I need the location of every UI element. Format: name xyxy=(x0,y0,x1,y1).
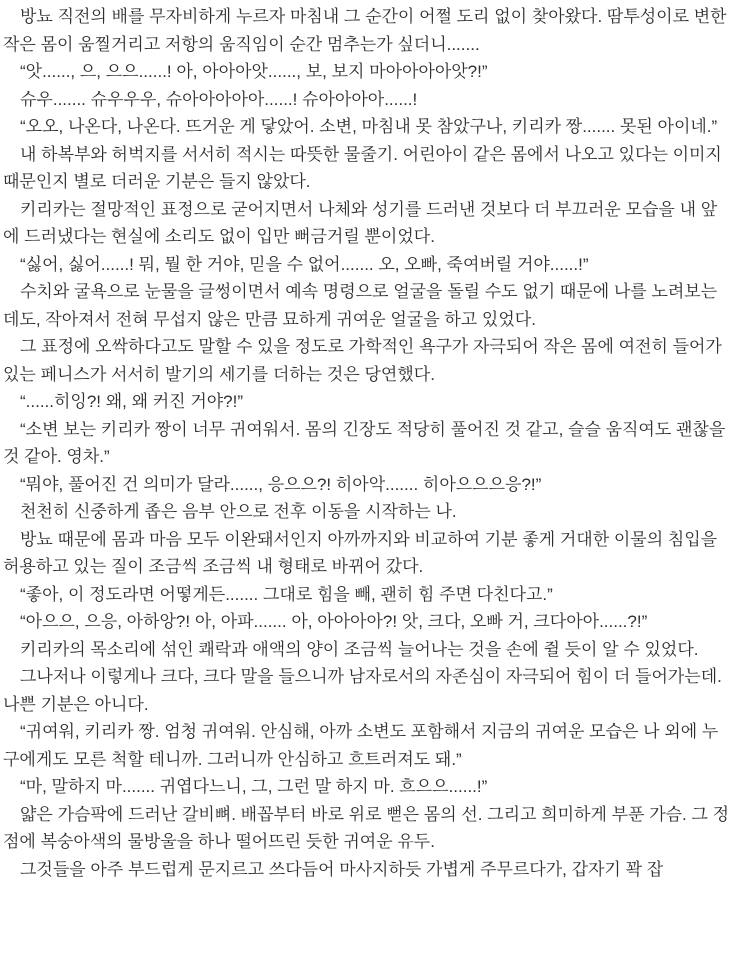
paragraph: 천천히 신중하게 좁은 음부 안으로 전후 이동을 시작하는 나. xyxy=(20,502,457,521)
paragraph: 수치와 굴욕으로 눈물을 글썽이면서 예속 명령으로 얼굴을 돌릴 수도 없기 때문에 나를 노려보는데도, 작아져서 전혀 무섭지 않은 만큼 묘하게 귀여운 얼굴을 하고 있었다. xyxy=(3,282,718,329)
paragraph: “......히잉?! 왜, 왜 커진 거야?!” xyxy=(20,392,244,411)
paragraph: “소변 보는 키리카 짱이 너무 귀여워서. 몸의 긴장도 적당히 풀어진 것 같고, 슬슬 움직여도 괜찮을 것 같아. 영차.” xyxy=(3,419,726,466)
paragraph: 방뇨 직전의 배를 무자비하게 누르자 마침내 그 순간이 어쩔 도리 없이 찾아왔다. 땀투성이로 변한 작은 몸이 움찔거리고 저항의 움직임이 순간 멈추는가 싶더니....... xyxy=(3,7,727,54)
paragraph: “아으으, 으응, 아하앙?! 아, 아파....... 아, 아아아아?! 앗, 크다, 오빠 거, 크다아아......?!” xyxy=(20,612,648,631)
paragraph: 방뇨 때문에 몸과 마음 모두 이완돼서인지 아까까지와 비교하여 기분 좋게 거대한 이물의 침입을 허용하고 있는 질이 조금씩 조금씩 내 형태로 바뀌어 갔다. xyxy=(3,529,718,576)
paragraph: “좋아, 이 정도라면 어떻게든....... 그대로 힘을 빼, 괜히 힘 주면 다친다고.” xyxy=(20,584,553,604)
paragraph: 얇은 가슴팍에 드러난 갈비뼈. 배꼽부터 바로 위로 뻗은 몸의 선. 그리고 희미하게 부푼 가슴. 그 정점에 복숭아색의 물방울을 하나 떨어뜨린 듯한 귀여운 유두. xyxy=(3,804,730,851)
paragraph: 내 하복부와 허벅지를 서서히 적시는 따뜻한 물줄기. 어린아이 같은 몸에서 나오고 있다는 이미지 때문인지 별로 더러운 기분은 들지 않았다. xyxy=(3,144,722,191)
paragraph: “귀여워, 키리카 짱. 엄청 귀여워. 안심해, 아까 소변도 포함해서 지금의 귀여운 모습은 나 외에 누구에게도 모른 척할 테니까. 그러니까 안심하고 흐트러져도 돼.” xyxy=(3,722,719,769)
paragraph: 그 표정에 오싹하다고도 말할 수 있을 정도로 가학적인 욕구가 자극되어 작은 몸에 여전히 들어가 있는 페니스가 서서히 발기의 세기를 더하는 것은 당연했다. xyxy=(3,337,722,384)
paragraph: “뭐야, 풀어진 건 의미가 달라......, 응으으?! 히아악....... 히아으으으응?!” xyxy=(20,474,542,494)
text-content xyxy=(3,3,733,883)
paragraph: “마, 말하지 마....... 귀엽다느니, 그, 그런 말 하지 마. 흐으으......!” xyxy=(20,777,488,796)
paragraph: “앗......, 으, 으으......! 아, 아아아앗......, 보, 보지 마아아아아앗?!” xyxy=(20,62,488,81)
paragraph: 키리카의 목소리에 섞인 쾌락과 애액의 양이 조금씩 늘어나는 것을 손에 쥘 듯이 알 수 있었다. xyxy=(20,639,699,659)
paragraph: “오오, 나온다, 나온다. 뜨거운 게 닿았어. 소변, 마침내 못 참았구나, 키리카 짱....... 못된 아이네.” xyxy=(20,117,718,136)
paragraph: 그나저나 이렇게나 크다, 크다 말을 들으니까 남자로서의 자존심이 자극되어 힘이 더 들어가는데. 나쁜 기분은 아니다. xyxy=(3,667,722,714)
paragraph: 키리카는 절망적인 표정으로 굳어지면서 나체와 성기를 드러낸 것보다 더 부끄러운 모습을 내 앞에 드러냈다는 현실에 소리도 없이 입만 뻐금거릴 뿐이었다. xyxy=(3,199,718,246)
paragraph: 그것들을 아주 부드럽게 문지르고 쓰다듬어 마사지하듯 가볍게 주무르다가, 갑자기 꽉 잡 xyxy=(20,859,664,879)
paragraph: 슈우....... 슈우우우, 슈아아아아아......! 슈아아아아......! xyxy=(20,89,418,109)
paragraph: “싫어, 싫어......! 뭐, 뭘 한 거야, 믿을 수 없어....... 오, 오빠, 죽여버릴 거야......!” xyxy=(20,254,589,274)
